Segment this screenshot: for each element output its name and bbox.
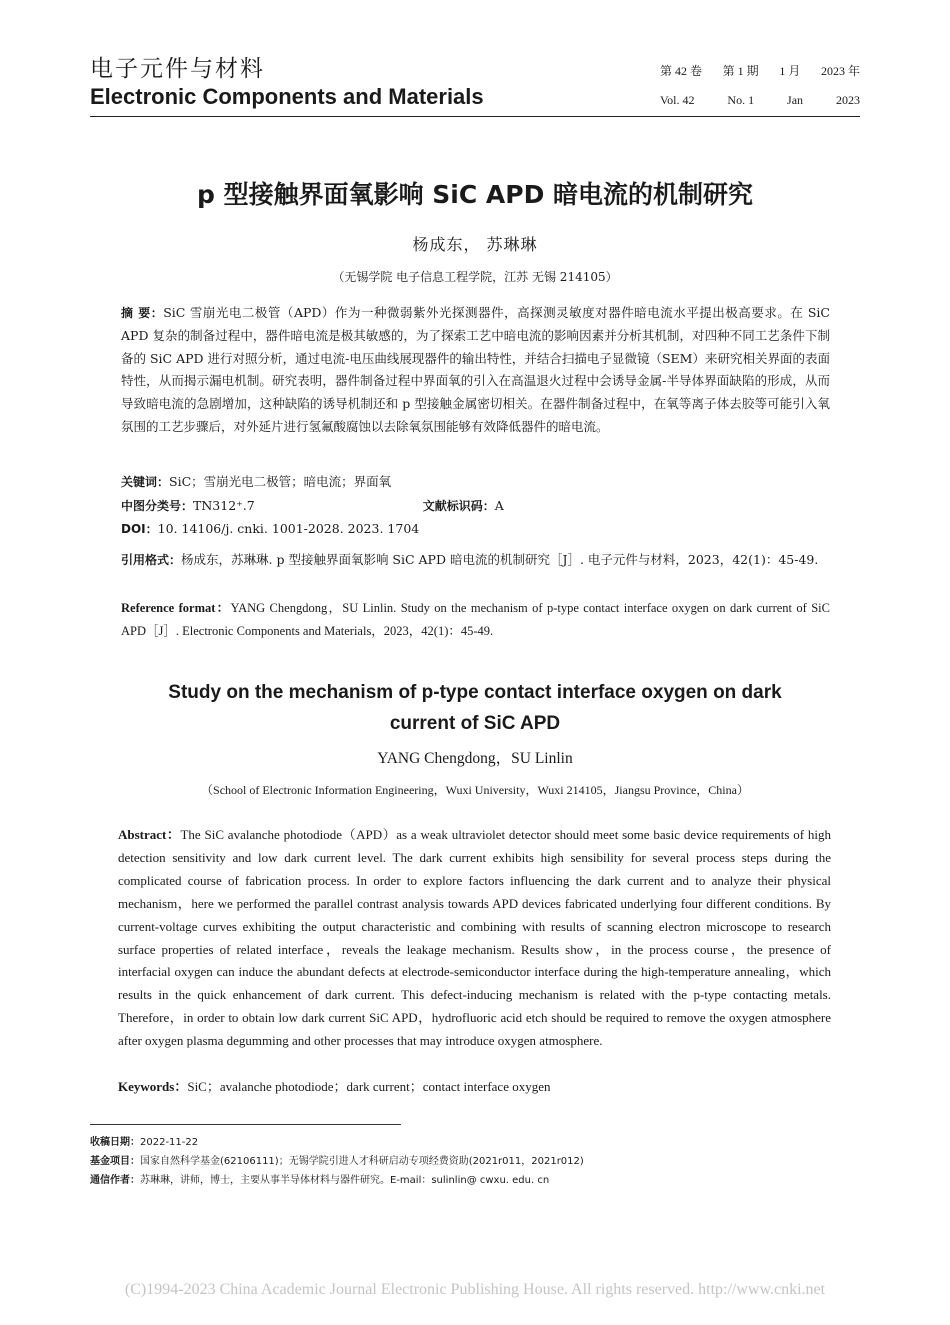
- citation-format-cn: [121, 549, 830, 572]
- funding: [90, 1152, 584, 1167]
- affiliation-cn: （无锡学院 电子信息工程学院，江苏 无锡 214105）: [332, 270, 618, 284]
- issue-info-en: [660, 93, 860, 108]
- keywords-text-en: SiC；avalanche photodiode；dark current；contact interface oxygen: [187, 1079, 551, 1094]
- doc-code-label: 文献标识码：: [422, 499, 495, 513]
- journal-name-cn: 电子元件与材料: [90, 56, 265, 82]
- corresponding-author: [90, 1171, 549, 1186]
- issue-info-cn: [660, 62, 860, 79]
- cite-label: 引用格式：: [121, 553, 182, 567]
- abstract-cn: [121, 302, 830, 439]
- received-value: 2022-11-22: [140, 1137, 199, 1148]
- header-divider: [90, 116, 860, 117]
- authors-en: YANG Chengdong，SU Linlin: [377, 750, 573, 767]
- article-title-en-line1: Study on the mechanism of p-type contact interface oxygen on dark: [168, 682, 782, 703]
- keywords-label-cn: 关键词：: [121, 475, 170, 489]
- fund-value: 国家自然科学基金(62106111)；无锡学院引进人才科研启动专项经费资助(2021r011，2021r012): [140, 1156, 584, 1167]
- doi-value: 10. 14106/j. cnki. 1001-2028. 2023. 1704: [157, 521, 420, 536]
- footnote-divider: [90, 1124, 401, 1125]
- doc-code: A: [494, 498, 504, 513]
- issue-number-en: No. 1: [727, 93, 755, 107]
- received-label: 收稿日期：: [90, 1137, 140, 1148]
- abstract-en: [118, 824, 831, 1053]
- keywords-text-cn: SiC；雪崩光电二极管；暗电流；界面氧: [169, 474, 392, 489]
- issue-number-cn: 第 1 期: [722, 64, 759, 78]
- fund-label: 基金项目：: [90, 1156, 140, 1167]
- volume-cn: 第 42 卷: [660, 64, 703, 78]
- doi-label: DOI：: [121, 522, 158, 536]
- year-en: 2023: [835, 93, 860, 107]
- author-label: 通信作者：: [90, 1175, 140, 1186]
- year-cn: 2023 年: [820, 64, 860, 78]
- received-date: [90, 1133, 198, 1148]
- author-value: 苏琳琳，讲师，博士，主要从事半导体材料与器件研究。E-mail：sulinlin@ cwxu. edu. cn: [140, 1175, 550, 1186]
- doi-line: [121, 518, 830, 541]
- volume-en: Vol. 42: [660, 93, 695, 107]
- article-title-cn: p 型接触界面氧影响 SiC APD 暗电流的机制研究: [196, 180, 754, 209]
- classification-line: [121, 495, 830, 518]
- ref-text: YANG Chengdong，SU Linlin. Study on the mechanism of p-type contact interface oxygen on dark current of SiC APD［J］. Electronic Components and Materials，2023，42(1)：45-49.: [121, 601, 830, 638]
- cite-text: 杨成东，苏琳琳. p 型接触界面氧影响 SiC APD 暗电流的机制研究［J］. 电子元件与材料，2023，42(1)：45-49.: [181, 552, 819, 567]
- abstract-text-cn: SiC 雪崩光电二极管（APD）作为一种微弱紫外光探测器件，高探测灵敏度对器件暗电流水平提出极高要求。在 SiC APD 复杂的制备过程中，器件暗电流是极其敏感的，为了探索工艺中暗电流的影响因素并分析其机制，对四种不同工艺条件下制备的 SiC APD 进行对照分析，通过电流-电压曲线展现器件的输出特性，并结合扫描电子显微镜（SEM）来研究相关界面的表面特性，从而揭示漏电机制。研究表明，器件制备过程中界面氧的引入在高温退火过程中会诱导金属-半导体界面缺陷的形成，从而导致暗电流的急剧增加，这种缺陷的诱导机制还和 p 型接触金属密切相关。在器件制备过程中，在氧等离子体去胶等可能引入氧氛围的工艺步骤后，对外延片进行氢氟酸腐蚀以去除氧氛围能够有效降低器件的暗电流。: [121, 305, 830, 434]
- clc-label: 中图分类号：: [121, 499, 194, 513]
- abstract-label-en: Abstract：: [118, 827, 181, 842]
- journal-name-en: Electronic Components and Materials: [90, 84, 484, 109]
- abstract-label-cn: 摘 要：: [121, 306, 164, 320]
- keywords-cn: [121, 471, 830, 494]
- ref-label: Reference format：: [121, 601, 231, 615]
- article-title-en: [0, 677, 950, 739]
- authors-cn: 杨成东， 苏琳琳: [412, 235, 538, 254]
- month-cn: 1 月: [779, 64, 801, 78]
- affiliation-en: （School of Electronic Information Engineering，Wuxi University，Wuxi 214105，Jiangsu Province，China）: [201, 783, 749, 797]
- clc-code: TN312⁺.7: [193, 498, 255, 513]
- article-title-en-line2: current of SiC APD: [389, 713, 561, 734]
- month-en: Jan: [787, 93, 804, 107]
- abstract-text-en: The SiC avalanche photodiode（APD）as a weak ultraviolet detector should meet some basic device requirements of high detection sensitivity and low dark current level. The dark current exhibits high sensibility for several process steps during the complicated course of fabrication process. In order to explore factors influencing the dark current and to analyze their physical mechanism，here we performed the parallel contrast analysis towards APD devices fabricated underlying four different conditions. By current-voltage curves exhibiting the output characteristic and combining with results of scanning electron microscope to research surface properties of related interface，reveals the leakage mechanism. Results show，in the process course，the presence of interfacial oxygen can induce the abundant defects at electrode-semiconductor interface during the high-temperature annealing，which results in the quick enhancement of dark current. This defect-inducing mechanism is related with the p-type contacting metals. Therefore，in order to obtain low dark current SiC APD，hydrofluoric acid etch should be required to remove the oxygen atmosphere after oxygen plasma degumming and other processes that may introduce oxygen atmosphere.: [118, 827, 832, 1049]
- keywords-en: [118, 1076, 831, 1099]
- keywords-label-en: Keywords：: [118, 1079, 188, 1094]
- reference-format-en: [121, 597, 830, 643]
- copyright-watermark: (C)1994-2023 China Academic Journal Electronic Publishing House. All rights reserved. http://www.cnki.net: [124, 1281, 826, 1298]
